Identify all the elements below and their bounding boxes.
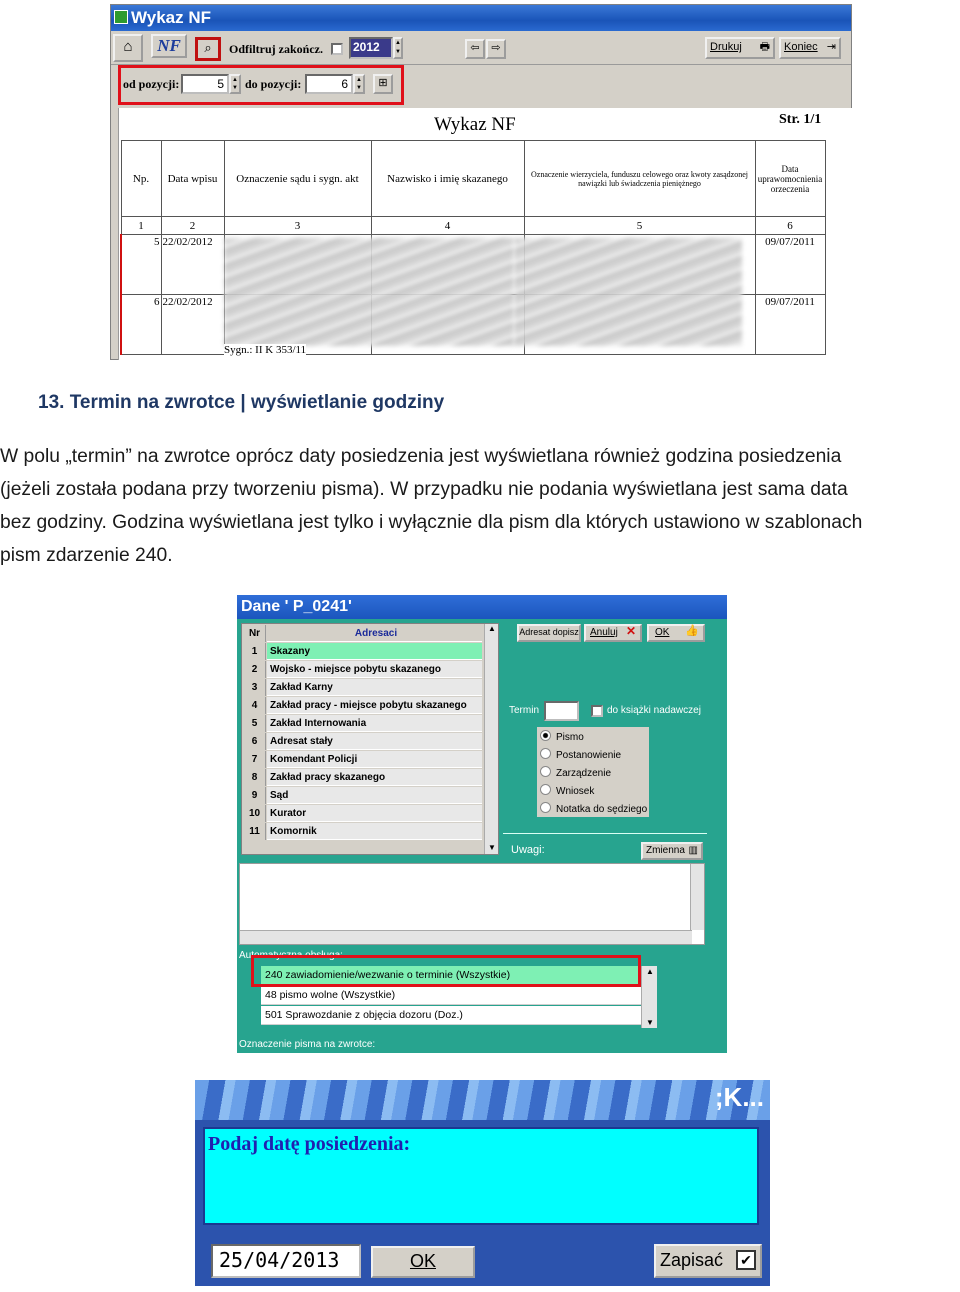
corner-text: ;K... [714,1082,764,1112]
row-final-date: 09/07/2011 [755,295,825,355]
exit-door-icon: ⇥ [826,41,836,53]
thumbs-up-icon: 👍 [685,625,699,637]
notes-label: Uwagi: [511,844,545,856]
year-field[interactable]: 2012 [349,37,393,59]
close-icon: ✕ [625,624,636,638]
scroll-up-icon[interactable]: ▲ [646,967,654,976]
prev-record-icon[interactable]: ⇦ [465,39,485,59]
to-label: do pozycji: [245,77,302,91]
col-number: 3 [224,217,371,235]
item-name: Komornik [267,823,482,840]
redacted-area [514,238,742,346]
item-name: Zakład Internowania [267,715,482,732]
paragraph-line: (jeżeli została podana przy tworzeniu pisma). W przypadku nie podania wyświetlana jest sama data [0,479,848,500]
change-label: Zmienna [646,845,685,856]
item-name: Adresat stały [267,733,482,750]
home-icon[interactable]: ⌂ [113,34,143,62]
window-title-bar [111,5,852,31]
prompt-panel [203,1127,759,1225]
col-header: Data wpisu [161,141,224,217]
radio-pismo[interactable]: Pismo [540,730,584,743]
redacted-area [224,238,514,346]
termin-label: Termin [509,705,540,716]
list-scrollbar[interactable] [484,624,498,854]
col-header: Oznaczenie wierzyciela, funduszu celowego oraz kwoty zasądzonej nawiązki lub świadczenia pieniężnego [524,141,755,217]
item-name: Zakład Karny [267,679,482,696]
prompt-text: Podaj datę posiedzenia: [208,1133,411,1155]
save-button[interactable] [654,1244,762,1278]
ok-button[interactable] [647,624,705,642]
item-name: Sąd [267,787,482,804]
add-addressee-button[interactable]: Adresat dopisz [517,624,581,642]
event-item[interactable]: 501 Sprawozdanie z objęcia dozoru (Doz.) [261,1006,641,1025]
item-nr: 8 [244,769,266,786]
item-name: Komendant Policji [267,751,482,768]
event-highlight-box [251,955,641,987]
range-apply-icon[interactable]: ⊞ [373,74,393,94]
item-nr: 4 [244,697,266,714]
cancel-button[interactable] [584,624,642,642]
notes-vscroll[interactable] [690,864,704,930]
report-title: Wykaz NF [434,114,516,135]
toolbar [111,31,852,65]
col-addressees: Adresaci [267,625,482,642]
item-name: Zakład pracy - miejsce pobytu skazanego [267,697,482,714]
row-np: 6 [121,295,161,355]
filter-checkbox[interactable] [331,43,343,55]
events-scrollbar[interactable] [641,966,657,1028]
doc-type-group [537,727,649,817]
printer-icon: 🖶 [759,41,770,53]
footer-label: Oznaczenie pisma na zwrotce: [239,1039,376,1050]
from-spinner[interactable]: ▲ ▼ [229,74,241,94]
paragraph-line: pism zdarzenie 240. [0,545,173,566]
item-nr: 6 [244,733,266,750]
list-item[interactable] [242,643,482,661]
addressees-list [241,623,499,855]
row-date: 22/02/2012 [161,235,224,295]
radio-postanowienie[interactable]: Postanowienie [540,748,621,761]
row-final-date: 09/07/2011 [755,235,825,295]
range-highlight-box [118,65,404,105]
list-item[interactable] [242,823,482,841]
col-nr: Nr [244,625,266,642]
book-label: do książki nadawczej [607,705,701,716]
col-header: Oznaczenie sądu i sygn. akt [224,141,371,217]
item-nr: 7 [244,751,266,768]
cancel-label: Anuluj [590,627,618,638]
item-name: Skazany [267,643,482,660]
signature-ref: Sygn.: II K 353/11 [224,344,307,356]
ok-button[interactable]: OK [371,1246,475,1278]
item-nr: 9 [244,787,266,804]
book-checkbox[interactable] [591,705,603,717]
change-button[interactable] [641,842,703,860]
save-label: Zapisać [660,1250,724,1270]
list-item[interactable] [242,787,482,805]
col-number: 1 [121,217,161,235]
nf-button[interactable]: NF [151,34,187,58]
list-header [242,625,482,643]
page-number: Str. 1/1 [779,112,822,127]
item-nr: 1 [244,643,266,660]
item-name: Wojsko - miejsce pobytu skazanego [267,661,482,678]
print-label: Drukuj [710,41,742,53]
app-icon [114,10,128,24]
year-spinner[interactable]: ▲ ▼ [393,37,403,59]
variable-icon: ▥ [688,845,698,856]
item-nr: 11 [244,823,266,840]
list-item[interactable] [242,715,482,733]
window-title: Wykaz NF [131,8,211,27]
search-filter-icon[interactable]: ⌕ [195,37,221,61]
col-number: 6 [755,217,825,235]
scroll-down-icon[interactable]: ▼ [488,843,496,852]
dialog-header [195,1080,770,1120]
from-label: od pozycji: [123,77,180,91]
checkmark-icon: ✔ [736,1250,756,1270]
item-nr: 3 [244,679,266,696]
scroll-down-icon[interactable]: ▼ [646,1018,654,1027]
list-item[interactable] [242,679,482,697]
notes-header [503,833,707,863]
radio-wniosek[interactable]: Wniosek [540,784,594,797]
to-spinner[interactable]: ▲ ▼ [353,74,365,94]
paragraph-line: bez godziny. Godzina wyświetlana jest tylko i wyłącznie dla pism dla których ustawiono w szablonach [0,512,863,533]
window-title: Dane ' P_0241' [237,595,727,619]
date-dialog [195,1080,770,1286]
exit-button[interactable] [779,37,841,59]
radio-notatka[interactable]: Notatka do sędziego [540,802,647,815]
list-item[interactable] [242,769,482,787]
from-field[interactable]: 5 [181,74,229,94]
filter-label: Odfiltruj zakończ. [229,42,323,56]
event-item[interactable]: 240 zawiadomienie/wezwanie o terminie (Wszystkie) [261,966,641,985]
col-header: Np. [121,141,161,217]
paragraph-line: W polu „termin” na zwrotce oprócz daty posiedzenia jest wyświetlana również godzina posiedzenia [0,446,842,467]
scroll-up-icon[interactable]: ▲ [488,624,496,633]
item-nr: 2 [244,661,266,678]
item-nr: 5 [244,715,266,732]
list-item[interactable] [242,661,482,679]
event-item[interactable]: 48 pismo wolne (Wszystkie) [261,986,641,1005]
item-name: Zakład pracy skazanego [267,769,482,786]
date-input[interactable]: 25/04/2013 [211,1244,361,1278]
list-item[interactable] [242,751,482,769]
list-item[interactable] [242,697,482,715]
termin-field[interactable] [544,701,579,721]
ok-label: OK [655,627,670,638]
exit-label: Koniec [784,41,818,53]
print-button[interactable] [705,37,775,59]
col-number: 2 [161,217,224,235]
item-name: Kurator [267,805,482,822]
section-heading: 13. Termin na zwrotce | wyświetlanie godziny [38,392,445,413]
list-item[interactable] [242,805,482,823]
row-date: 22/02/2012 [161,295,224,355]
next-record-icon[interactable]: ⇨ [486,39,506,59]
col-number: 4 [371,217,524,235]
col-header: Nazwisko i imię skazanego [371,141,524,217]
row-np: 5 [121,235,161,295]
auto-label: Automatyczna obsługa: [239,950,343,961]
list-item[interactable] [242,733,482,751]
notes-hscroll[interactable] [240,930,692,944]
radio-zarzadzenie[interactable]: Zarządzenie [540,766,611,779]
to-field[interactable]: 6 [305,74,353,94]
notes-textarea[interactable] [239,863,705,945]
item-nr: 10 [244,805,266,822]
dane-window [237,595,727,1053]
col-number: 5 [524,217,755,235]
col-header: Data uprawomocnienia orzeczenia [755,141,825,217]
